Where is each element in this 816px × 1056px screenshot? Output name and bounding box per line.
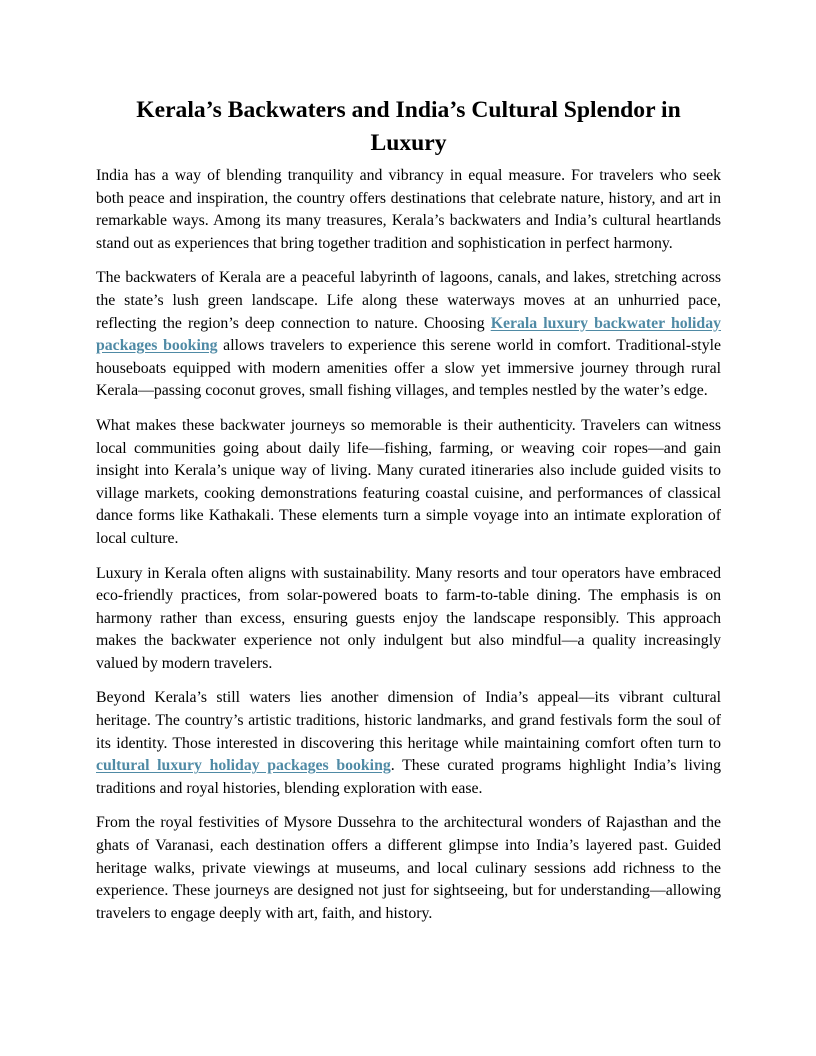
paragraph-destinations: From the royal festivities of Mysore Dussehra to the architectural wonders of Rajasthan and the ghats of Varanasi, each destination offers a different glimpse into India’s layered past. Guided heritage walks, private viewings at museums, and local culinary sessions add richness to the experience. These journeys are designed not just for sightseeing, but for understanding—allowing travelers to engage deeply with art, faith, and history. [96, 814, 721, 922]
paragraph-text: The backwaters of Kerala are a peaceful labyrinth of lagoons, canals, and lakes, stretching across the state’s lush green landscape. Life along these waterways moves at an unhurried pace, reflecting the region’s deep connection to nature. Choosing [96, 269, 721, 332]
kerala-packages-link[interactable]: Kerala luxury backwater holiday packages booking [96, 314, 721, 355]
cultural-packages-link[interactable]: cultural luxury holiday packages booking [96, 757, 391, 775]
paragraph-sustainability: Luxury in Kerala often aligns with sustainability. Many resorts and tour operators have embraced eco-friendly practices, from solar-powered boats to farm-to-table dining. The emphasis is on harmony rather than excess, ensuring guests enjoy the landscape responsibly. This approach makes the backwater experience not only indulgent but also mindful—a quality increasingly valued by modern travelers. [96, 564, 721, 672]
paragraph-text: . These curated programs highlight India’s living traditions and royal histories, blending exploration with ease. [96, 757, 721, 797]
paragraph-intro: India has a way of blending tranquility and vibrancy in equal measure. For travelers who seek both peace and inspiration, the country offers destinations that celebrate nature, history, and art in remarkable ways. Among its many treasures, Kerala’s backwaters and India’s cultural heartlands stand out as experiences that bring together tradition and sophistication in perfect harmony. [96, 167, 721, 252]
paragraph-heritage [96, 687, 721, 800]
paragraph-text: Beyond Kerala’s still waters lies another dimension of India’s appeal—its vibrant cultural heritage. The country’s artistic traditions, historic landmarks, and grand festivals form the soul of its identity. Those interested in discovering this heritage while maintaining comfort often turn to [96, 689, 721, 752]
document-page [96, 94, 721, 937]
paragraph-backwaters [96, 267, 721, 403]
paragraph-authenticity: What makes these backwater journeys so memorable is their authenticity. Travelers can witness local communities going about daily life—fishing, farming, or weaving coir ropes—and gain insight into Kerala’s unique way of living. Many curated itineraries also include guided visits to village markets, cooking demonstrations featuring coastal cuisine, and performances of classical dance forms like Kathakali. These elements turn a simple voyage into an intimate exploration of local culture. [96, 416, 721, 547]
document-title: Kerala’s Backwaters and India’s Cultural Splendor in Luxury [136, 97, 681, 156]
paragraph-text: allows travelers to experience this serene world in comfort. Traditional-style houseboats equipped with modern amenities offer a slow yet immersive journey through rural Kerala—passing coconut groves, small fishing villages, and temples nestled by the water’s edge. [96, 337, 721, 400]
